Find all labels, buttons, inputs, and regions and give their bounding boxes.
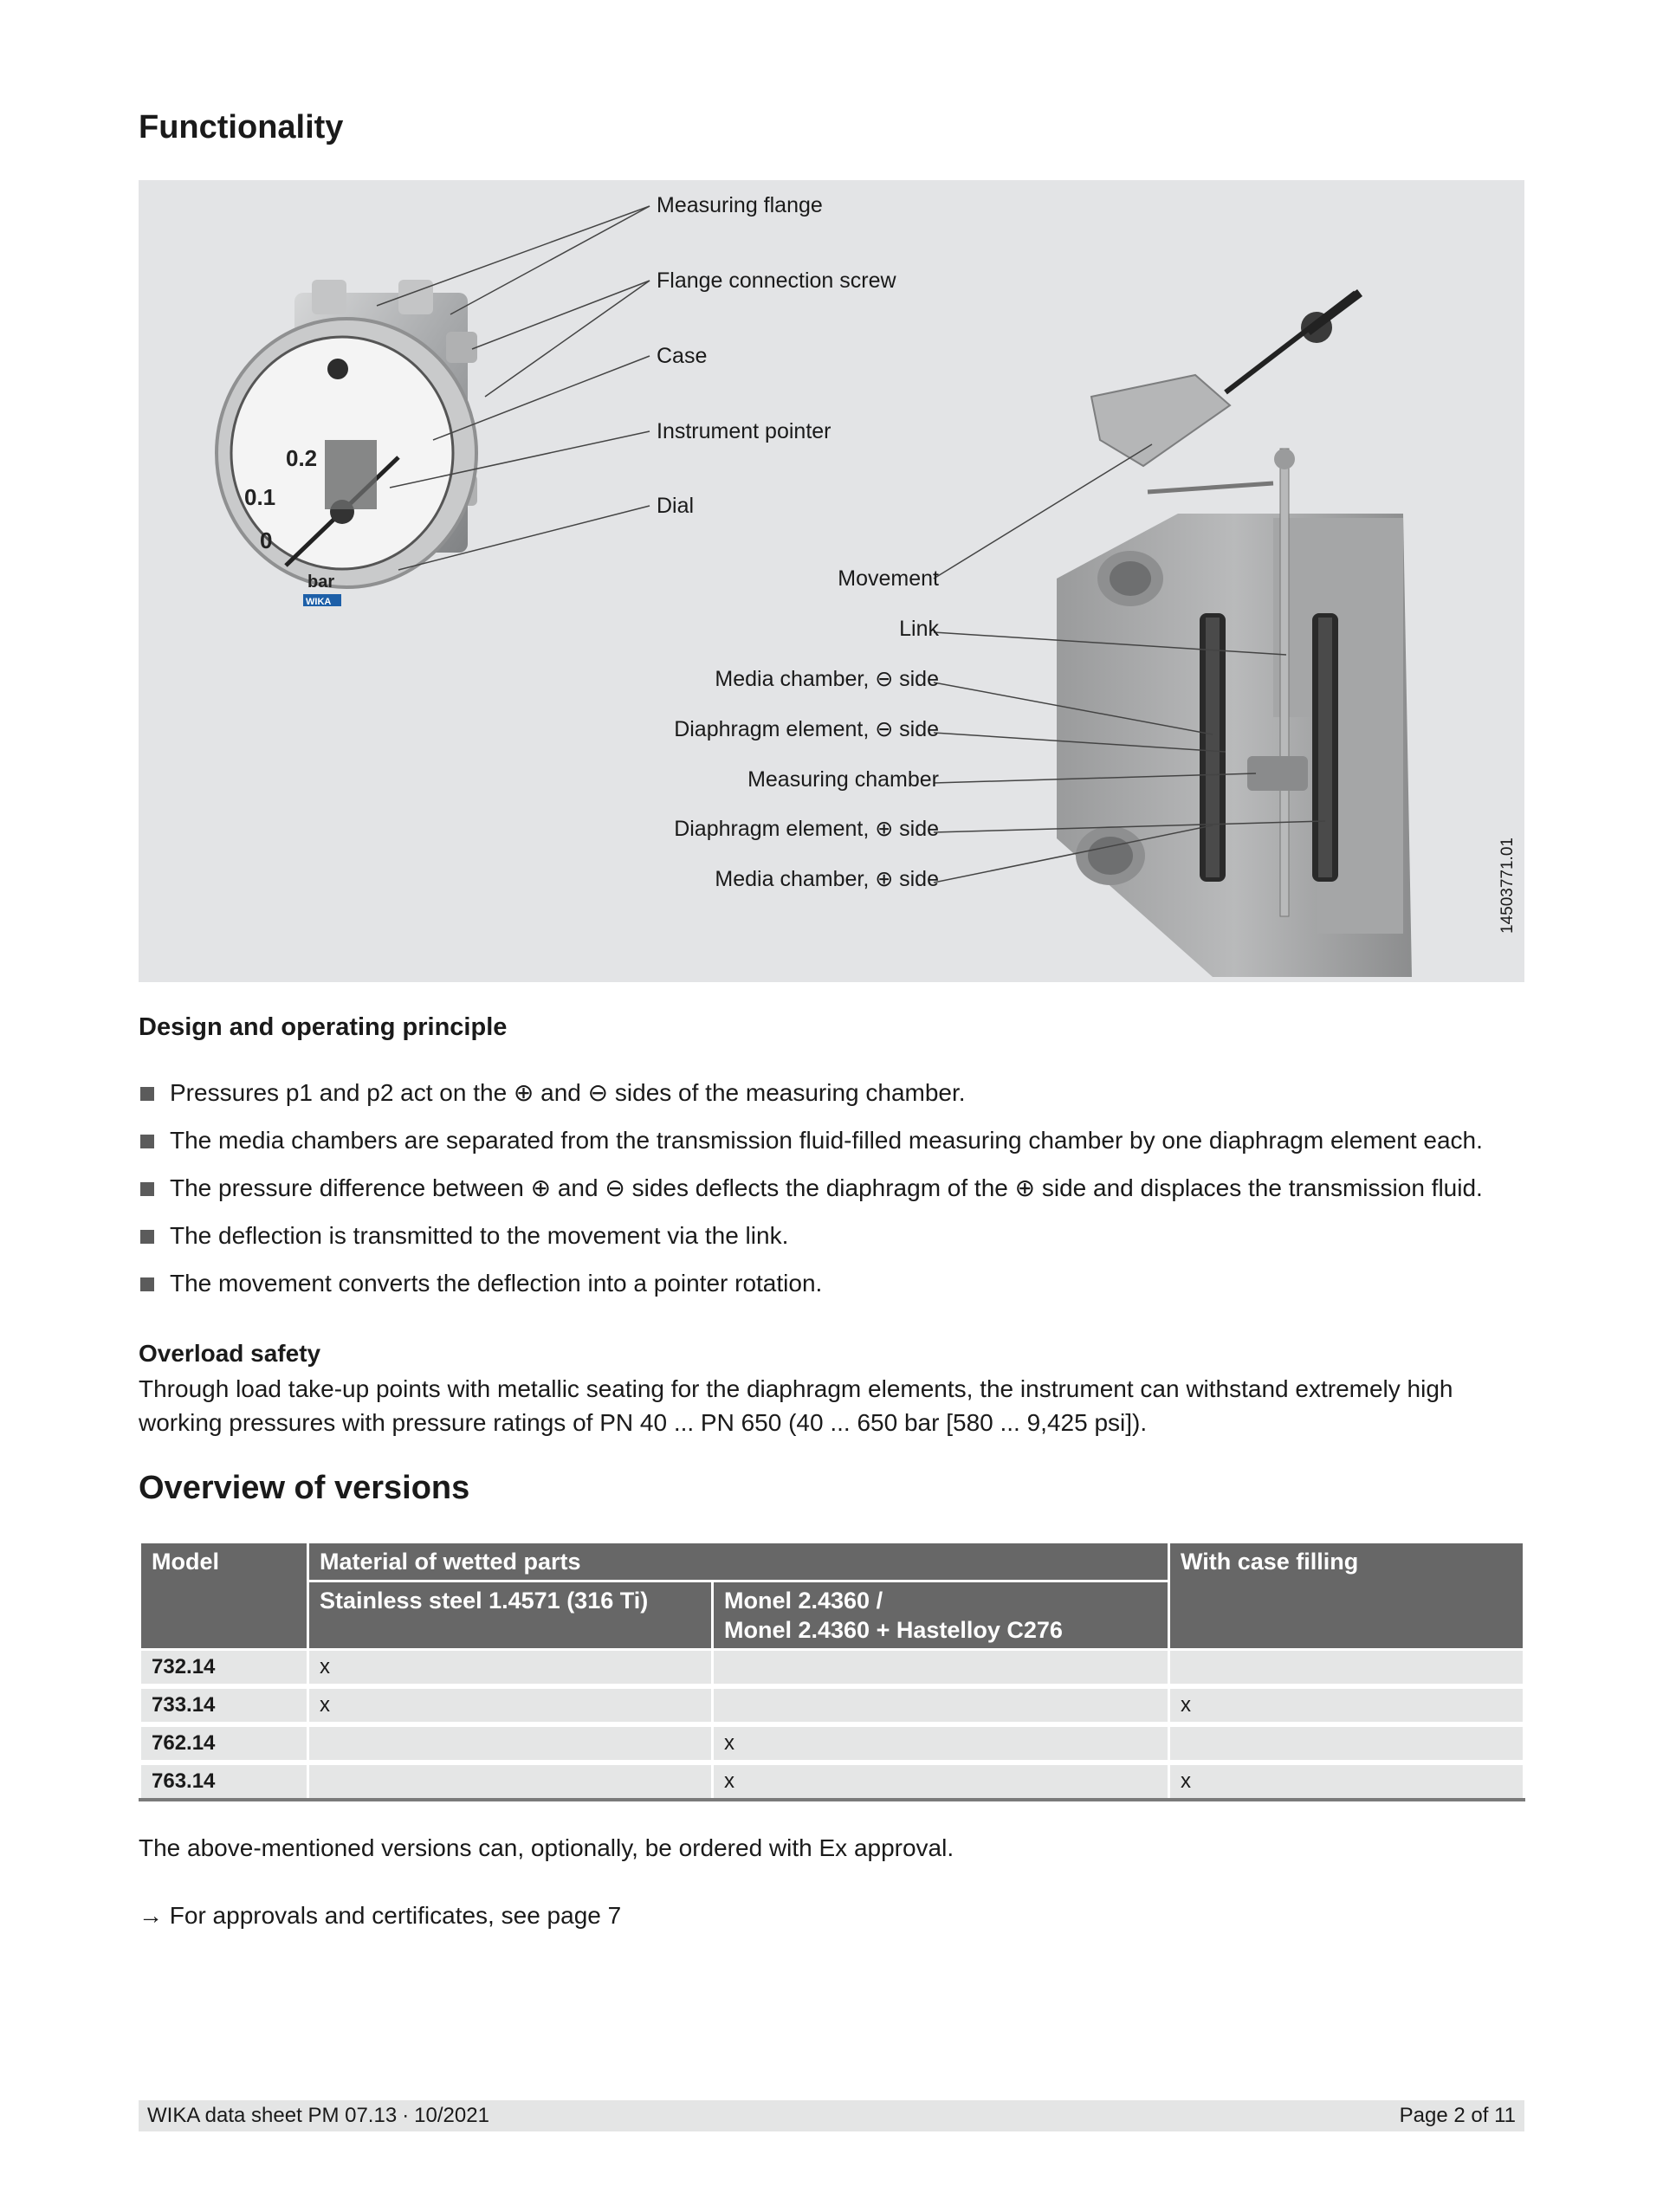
ex-approval-note: The above-mentioned versions can, optionally, be ordered with Ex approval. — [139, 1834, 954, 1861]
label-measuring-chamber: Measuring chamber — [747, 767, 939, 792]
bullet-square-icon — [140, 1182, 154, 1196]
header-stainless-steel: Stainless steel 1.4571 (316 Ti) — [308, 1581, 713, 1650]
cell-filling — [1169, 1650, 1524, 1687]
header-material: Material of wetted parts — [308, 1543, 1169, 1581]
label-media-chamber-plus: Media chamber, ⊕ side — [715, 867, 939, 891]
bullet-text: The deflection is transmitted to the movement via the link. — [170, 1222, 789, 1249]
dial-tick-label: 0.1 — [244, 484, 276, 510]
table-row — [140, 1686, 1524, 1724]
bullet-text: Pressures p1 and p2 act on the ⊕ and ⊖ sides of the measuring chamber. — [170, 1079, 966, 1106]
table-row — [140, 1650, 1524, 1687]
bullet-text: The movement converts the deflection into a pointer rotation. — [170, 1270, 823, 1297]
dial-unit: bar — [307, 572, 335, 592]
bullet-text: The pressure difference between ⊕ and ⊖ sides deflects the diaphragm of the ⊕ side and displaces the transmission fluid. — [170, 1174, 1483, 1201]
header-model: Model — [140, 1543, 308, 1650]
list-item — [139, 1269, 1542, 1316]
section-title-functionality: Functionality — [139, 109, 344, 146]
list-item — [139, 1221, 1542, 1269]
cell-filling: x — [1169, 1686, 1524, 1724]
list-item — [139, 1078, 1542, 1126]
cell-stainless: x — [308, 1686, 713, 1724]
cell-model: 763.14 — [140, 1762, 308, 1800]
cell-stainless — [308, 1724, 713, 1762]
cell-monel: x — [713, 1724, 1169, 1762]
header-monel-line2: Monel 2.4360 + Hastelloy C276 — [724, 1617, 1063, 1643]
approvals-reference-link[interactable]: → For approvals and certificates, see page 7 — [139, 1902, 622, 1929]
bullet-square-icon — [140, 1135, 154, 1148]
dial-tick-label: 0.2 — [286, 445, 318, 471]
label-case: Case — [657, 344, 708, 368]
gauge-case — [217, 319, 476, 607]
header-monel-line1: Monel 2.4360 / — [724, 1588, 883, 1614]
versions-table — [139, 1541, 1525, 1801]
cell-monel — [713, 1650, 1169, 1687]
section-title-overview: Overview of versions — [139, 1470, 470, 1506]
gauge-illustration — [139, 180, 1524, 982]
label-link: Link — [899, 617, 939, 641]
cell-stainless — [308, 1762, 713, 1800]
bullet-text: The media chambers are separated from the transmission fluid-filled measuring chamber by one diaphragm element each. — [170, 1127, 1483, 1154]
bullet-square-icon — [140, 1087, 154, 1101]
header-monel — [713, 1581, 1169, 1650]
label-dial: Dial — [657, 494, 695, 518]
table-row — [140, 1762, 1524, 1800]
cell-monel: x — [713, 1762, 1169, 1800]
label-movement: Movement — [838, 566, 939, 591]
overload-heading: Overload safety — [139, 1340, 321, 1367]
label-measuring-flange: Measuring flange — [657, 193, 823, 217]
cell-stainless: x — [308, 1650, 713, 1687]
overload-text: Through load take-up points with metallic seating for the diaphragm elements, the instrument can withstand extremely high working pressures with pressure ratings of PN 40 ... PN 650 (40 ... 650 bar [580 ... 9,425 psi]). — [139, 1375, 1453, 1436]
list-item — [139, 1174, 1542, 1221]
bullet-square-icon — [140, 1230, 154, 1244]
cell-model: 732.14 — [140, 1650, 308, 1687]
design-heading: Design and operating principle — [139, 1013, 508, 1041]
label-media-chamber-minus: Media chamber, ⊖ side — [715, 667, 939, 691]
label-instrument-pointer: Instrument pointer — [657, 419, 832, 443]
dial-tick-label: 0 — [260, 527, 273, 553]
header-case-filling: With case filling — [1169, 1543, 1524, 1650]
design-bullet-list — [139, 1078, 1542, 1316]
wika-logo-text: WIKA — [306, 597, 332, 607]
list-item — [139, 1126, 1542, 1174]
label-flange-connection-screw: Flange connection screw — [657, 268, 896, 293]
figure-code: 14503771.01 — [1498, 838, 1517, 934]
functionality-figure — [139, 180, 1524, 982]
label-diaphragm-element-plus: Diaphragm element, ⊕ side — [674, 817, 939, 841]
cell-model: 762.14 — [140, 1724, 308, 1762]
cell-monel — [713, 1686, 1169, 1724]
cell-filling — [1169, 1724, 1524, 1762]
label-diaphragm-element-minus: Diaphragm element, ⊖ side — [674, 717, 939, 741]
table-row — [140, 1724, 1524, 1762]
cell-filling: x — [1169, 1762, 1524, 1800]
bullet-square-icon — [140, 1277, 154, 1291]
footer-document-id: WIKA data sheet PM 07.13 ∙ 10/2021 — [147, 2104, 489, 2127]
cell-model: 733.14 — [140, 1686, 308, 1724]
cutaway-illustration — [1057, 293, 1412, 977]
footer-page-number: Page 2 of 11 — [1399, 2104, 1516, 2127]
page-footer — [139, 2100, 1524, 2131]
